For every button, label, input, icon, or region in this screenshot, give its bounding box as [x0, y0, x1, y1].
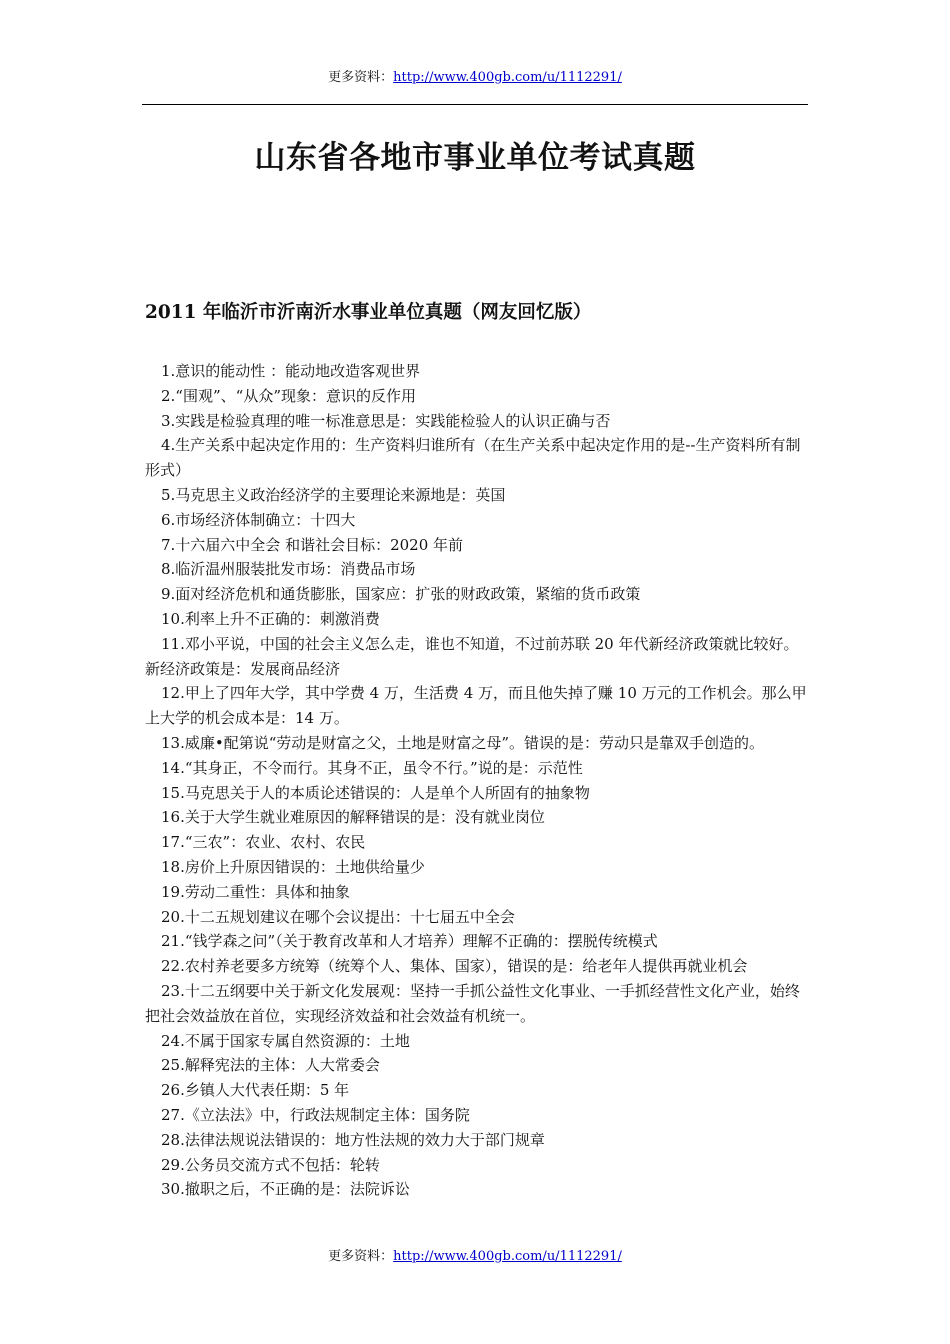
list-item: 27.《立法法》中，行政法规制定主体：国务院 — [161, 1105, 470, 1124]
list-item: 20.十二五规划建议在哪个会议提出：十七届五中全会 — [161, 907, 515, 926]
list-item: 1.意识的能动性 ：能动地改造客观世界 — [161, 362, 421, 380]
footer-link[interactable]: http://www.400gb.com/u/1112291/ — [393, 1249, 622, 1264]
list-item: 30.撤职之后，不正确的是：法院诉讼 — [161, 1180, 410, 1199]
list-item: 5.马克思主义政治经济学的主要理论来源地是：英国 — [161, 485, 506, 504]
list-item: 2.“围观”、“从众”现象：意识的反作用 — [161, 386, 416, 405]
list-item: 26.乡镇人大代表任期：5 年 — [161, 1081, 350, 1100]
list-item: 19.劳动二重性：具体和抽象 — [161, 882, 350, 901]
list-item: 10.利率上升不正确的：刺激消费 — [161, 609, 380, 628]
header-divider — [142, 104, 808, 105]
list-item: 14.“其身正，不令而行。其身不正，虽令不行。”说的是：示范性 — [161, 758, 583, 777]
document-title: 山东省各地市事业单位考试真题 — [254, 140, 696, 176]
list-item: 12.甲上了四年大学，其中学费 4 万，生活费 4 万，而且他失掉了赚 10 万元的工作机会。那么甲上大学的机会成本是：14 万。 — [145, 684, 807, 728]
list-item: 6.市场经济体制确立：十四大 — [161, 510, 356, 529]
page-header — [0, 66, 950, 85]
list-item: 24.不属于国家专属自然资源的：土地 — [161, 1031, 410, 1050]
list-item: 29.公务员交流方式不包括：轮转 — [161, 1155, 380, 1174]
list-item: 13.威廉•配第说“劳动是财富之父，土地是财富之母”。错误的是：劳动只是靠双手创造的。 — [161, 733, 765, 752]
list-item: 28.法律法规说法错误的：地方性法规的效力大于部门规章 — [161, 1130, 545, 1149]
section-heading: 2011 年临沂市沂南沂水事业单位真题（网友回忆版） — [145, 302, 592, 323]
list-item: 11.邓小平说，中国的社会主义怎么走，谁也不知道，不过前苏联 20 年代新经济政策就比较好。新经济政策是：发展商品经济 — [145, 634, 799, 678]
list-item: 21.“钱学森之问”（关于教育改革和人才培养）理解不正确的：摆脱传统模式 — [161, 932, 658, 951]
list-item: 7.十六届六中全会 和谐社会目标：2020 年前 — [161, 535, 464, 554]
list-item: 22.农村养老要多方统筹（统筹个人、集体、国家），错误的是：给老年人提供再就业机会 — [161, 957, 748, 976]
list-item: 17.“三农”：农业、农村、农民 — [161, 833, 366, 852]
list-item: 3.实践是检验真理的唯一标准意思是：实践能检验人的认识正确与否 — [161, 411, 611, 430]
list-item: 4.生产关系中起决定作用的：生产资料归谁所有（在生产关系中起决定作用的是--生产资料所有制形式） — [145, 436, 801, 480]
footer-label: 更多资料： — [328, 1249, 394, 1264]
list-item: 25.解释宪法的主体：人大常委会 — [161, 1056, 380, 1075]
list-item: 16.关于大学生就业难原因的解释错误的是：没有就业岗位 — [161, 808, 545, 827]
list-item: 23.十二五纲要中关于新文化发展观：坚持一手抓公益性文化事业、一手抓经营性文化产业，始终把社会效益放在首位，实现经济效益和社会效益有机统一。 — [145, 981, 800, 1025]
question-list — [145, 359, 809, 1202]
page-footer — [0, 1245, 950, 1264]
list-item: 18.房价上升原因错误的：土地供给量少 — [161, 857, 425, 876]
header-link[interactable]: http://www.400gb.com/u/1112291/ — [393, 70, 622, 85]
header-label: 更多资料： — [328, 70, 394, 85]
list-item: 8.临沂温州服装批发市场：消费品市场 — [161, 560, 416, 579]
list-item: 15.马克思关于人的本质论述错误的：人是单个人所固有的抽象物 — [161, 783, 590, 802]
list-item: 9.面对经济危机和通货膨胀，国家应：扩张的财政政策，紧缩的货币政策 — [161, 585, 641, 604]
